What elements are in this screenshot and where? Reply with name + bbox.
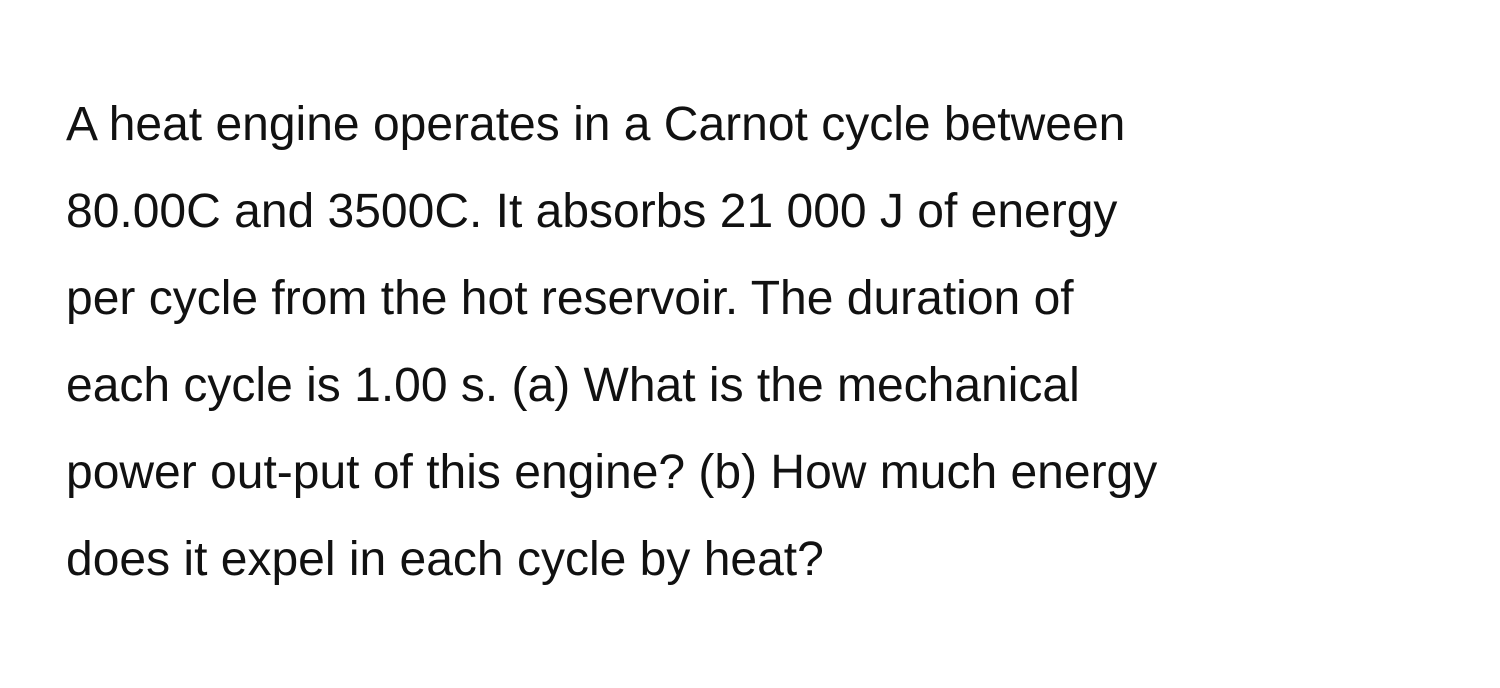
problem-line-4: each cycle is 1.00 s. (a) What is the mechanical <box>66 359 1080 412</box>
problem-line-2: 80.00C and 3500C. It absorbs 21 000 J of energy <box>66 185 1118 238</box>
problem-text <box>66 96 1446 618</box>
problem-line-5: power out-put of this engine? (b) How much energy <box>66 446 1158 499</box>
problem-line-6: does it expel in each cycle by heat? <box>66 533 824 586</box>
problem-line-3: per cycle from the hot reservoir. The duration of <box>66 272 1074 325</box>
problem-line-1: A heat engine operates in a Carnot cycle between <box>66 98 1126 151</box>
